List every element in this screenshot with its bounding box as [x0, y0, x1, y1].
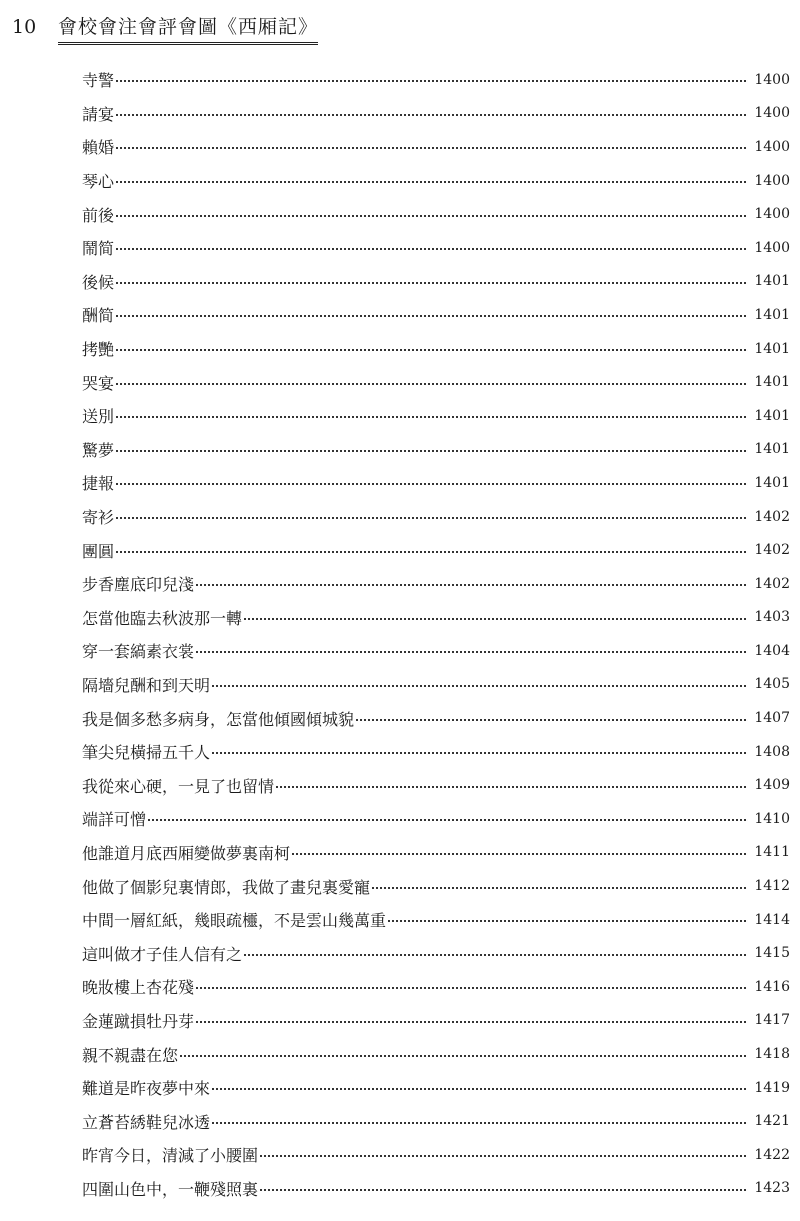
dot-leader — [260, 1154, 746, 1157]
entry-title: 難道是昨夜夢中來 — [82, 1079, 211, 1099]
toc-entry — [82, 197, 790, 231]
toc-entry — [82, 1172, 790, 1206]
dot-leader — [116, 314, 746, 317]
toc-entry — [82, 836, 790, 870]
toc-entry — [82, 1037, 790, 1071]
entry-title: 晚妝樓上杏花殘 — [82, 978, 195, 998]
dot-leader — [116, 247, 746, 250]
dot-leader — [116, 348, 746, 351]
toc-entry — [82, 1004, 790, 1038]
entry-title: 團圓 — [82, 541, 115, 561]
entry-page-number: 1402 — [754, 575, 790, 592]
dot-leader — [388, 919, 746, 922]
entry-page-number: 1400 — [754, 71, 790, 88]
toc-entry — [82, 936, 790, 970]
toc-entry — [82, 1071, 790, 1105]
toc-entry — [82, 332, 790, 366]
entry-page-number: 1410 — [754, 810, 790, 827]
dot-leader — [116, 113, 746, 116]
entry-title: 步香塵底印兒淺 — [82, 575, 195, 595]
dot-leader — [260, 1188, 746, 1191]
entry-title: 前後 — [82, 205, 115, 225]
toc-entry — [82, 567, 790, 601]
entry-page-number: 1414 — [754, 911, 790, 928]
dot-leader — [116, 415, 746, 418]
toc-entry — [82, 701, 790, 735]
entry-page-number: 1401 — [754, 306, 790, 323]
entry-title: 鬧简 — [82, 239, 115, 259]
dot-leader — [116, 146, 746, 149]
toc-entry — [82, 1138, 790, 1172]
dot-leader — [356, 718, 746, 721]
dot-leader — [276, 785, 746, 788]
entry-title: 筆尖兒橫掃五千人 — [82, 743, 211, 763]
dot-leader — [148, 818, 746, 821]
toc-entry — [82, 164, 790, 198]
dot-leader — [116, 79, 746, 82]
entry-page-number: 1400 — [754, 172, 790, 189]
entry-page-number: 1401 — [754, 273, 790, 290]
entry-title: 端詳可憎 — [82, 810, 147, 830]
toc-entry — [82, 97, 790, 131]
dot-leader — [244, 953, 746, 956]
entry-page-number: 1402 — [754, 508, 790, 525]
dot-leader — [116, 214, 746, 217]
dot-leader — [180, 1054, 746, 1057]
running-title: 會校會注會評會圖《西厢記》 — [58, 12, 318, 45]
toc-entry — [82, 903, 790, 937]
entry-page-number: 1409 — [754, 777, 790, 794]
entry-title: 請宴 — [82, 104, 115, 124]
toc-entry — [82, 802, 790, 836]
entry-page-number: 1401 — [754, 340, 790, 357]
dot-leader — [116, 516, 746, 519]
entry-title: 四圍山色中，一鞭殘照裏 — [82, 1179, 259, 1199]
entry-title: 寺警 — [82, 71, 115, 91]
entry-page-number: 1412 — [754, 878, 790, 895]
dot-leader — [116, 550, 746, 553]
toc-entry — [82, 365, 790, 399]
dot-leader — [116, 482, 746, 485]
entry-page-number: 1400 — [754, 105, 790, 122]
entry-page-number: 1408 — [754, 743, 790, 760]
entry-page-number: 1400 — [754, 206, 790, 223]
toc-entry — [82, 231, 790, 265]
toc-entry — [82, 433, 790, 467]
dot-leader — [292, 852, 746, 855]
entry-page-number: 1401 — [754, 407, 790, 424]
entry-title: 哭宴 — [82, 373, 115, 393]
toc-entry — [82, 130, 790, 164]
entry-title: 怎當他臨去秋波那一轉 — [82, 608, 243, 628]
entry-page-number: 1401 — [754, 474, 790, 491]
toc-entry — [82, 970, 790, 1004]
entry-page-number: 1407 — [754, 710, 790, 727]
toc-entry — [82, 869, 790, 903]
dot-leader — [212, 1087, 746, 1090]
toc-entry — [82, 63, 790, 97]
entry-page-number: 1400 — [754, 239, 790, 256]
entry-page-number: 1401 — [754, 441, 790, 458]
toc-entry — [82, 298, 790, 332]
dot-leader — [116, 382, 746, 385]
entry-title: 賴婚 — [82, 138, 115, 158]
dot-leader — [212, 684, 746, 687]
dot-leader — [372, 886, 746, 889]
dot-leader — [116, 281, 746, 284]
dot-leader — [212, 751, 746, 754]
entry-title: 送別 — [82, 407, 115, 427]
entry-title: 隔墻兒酬和到天明 — [82, 675, 211, 695]
toc-entry — [82, 735, 790, 769]
entry-page-number: 1416 — [754, 978, 790, 995]
entry-page-number: 1403 — [754, 609, 790, 626]
entry-title: 驚夢 — [82, 440, 115, 460]
entry-title: 這叫做才子佳人信有之 — [82, 944, 243, 964]
page-header — [12, 12, 318, 42]
entry-title: 他誰道月底西厢變做夢裏南柯 — [82, 843, 291, 863]
entry-page-number: 1419 — [754, 1079, 790, 1096]
entry-page-number: 1415 — [754, 945, 790, 962]
page-number: 10 — [12, 16, 37, 38]
entry-page-number: 1411 — [754, 844, 790, 861]
entry-title: 他做了個影兒裏情郎，我做了畫兒裏愛寵 — [82, 877, 371, 897]
entry-page-number: 1422 — [754, 1146, 790, 1163]
entry-page-number: 1421 — [754, 1113, 790, 1130]
toc-entry — [82, 768, 790, 802]
toc-entry — [82, 601, 790, 635]
entry-title: 我是個多愁多病身，怎當他傾國傾城貌 — [82, 709, 355, 729]
toc-entry — [82, 466, 790, 500]
dot-leader — [212, 1121, 746, 1124]
entry-page-number: 1417 — [754, 1012, 790, 1029]
entry-title: 寄衫 — [82, 508, 115, 528]
entry-title: 拷艷 — [82, 340, 115, 360]
dot-leader — [196, 583, 746, 586]
toc-entry — [82, 533, 790, 567]
dot-leader — [116, 180, 746, 183]
toc-entry — [82, 1104, 790, 1138]
entry-title: 中間一層紅紙，幾眼疏欞，不是雲山幾萬重 — [82, 911, 387, 931]
dot-leader — [196, 986, 746, 989]
entry-page-number: 1423 — [754, 1180, 790, 1197]
entry-page-number: 1400 — [754, 138, 790, 155]
dot-leader — [196, 650, 746, 653]
entry-title: 琴心 — [82, 172, 115, 192]
entry-title: 酬简 — [82, 306, 115, 326]
entry-title: 金蓮蹴損牡丹芽 — [82, 1011, 195, 1031]
entry-page-number: 1418 — [754, 1046, 790, 1063]
entry-page-number: 1404 — [754, 642, 790, 659]
toc-entry — [82, 399, 790, 433]
table-of-contents — [82, 63, 790, 1205]
toc-entry — [82, 265, 790, 299]
entry-page-number: 1401 — [754, 374, 790, 391]
entry-title: 立蒼苔綉鞋兒冰透 — [82, 1112, 211, 1132]
entry-title: 穿一套縞素衣裳 — [82, 642, 195, 662]
entry-title: 親不親盡在您 — [82, 1045, 179, 1065]
dot-leader — [196, 1020, 746, 1023]
entry-title: 我從來心硬，一見了也留情 — [82, 776, 275, 796]
entry-page-number: 1405 — [754, 676, 790, 693]
entry-page-number: 1402 — [754, 542, 790, 559]
entry-title: 昨宵今日，清減了小腰圍 — [82, 1146, 259, 1166]
entry-title: 捷報 — [82, 474, 115, 494]
entry-title: 後候 — [82, 272, 115, 292]
toc-entry — [82, 668, 790, 702]
dot-leader — [116, 449, 746, 452]
dot-leader — [244, 617, 746, 620]
toc-entry — [82, 634, 790, 668]
toc-entry — [82, 500, 790, 534]
